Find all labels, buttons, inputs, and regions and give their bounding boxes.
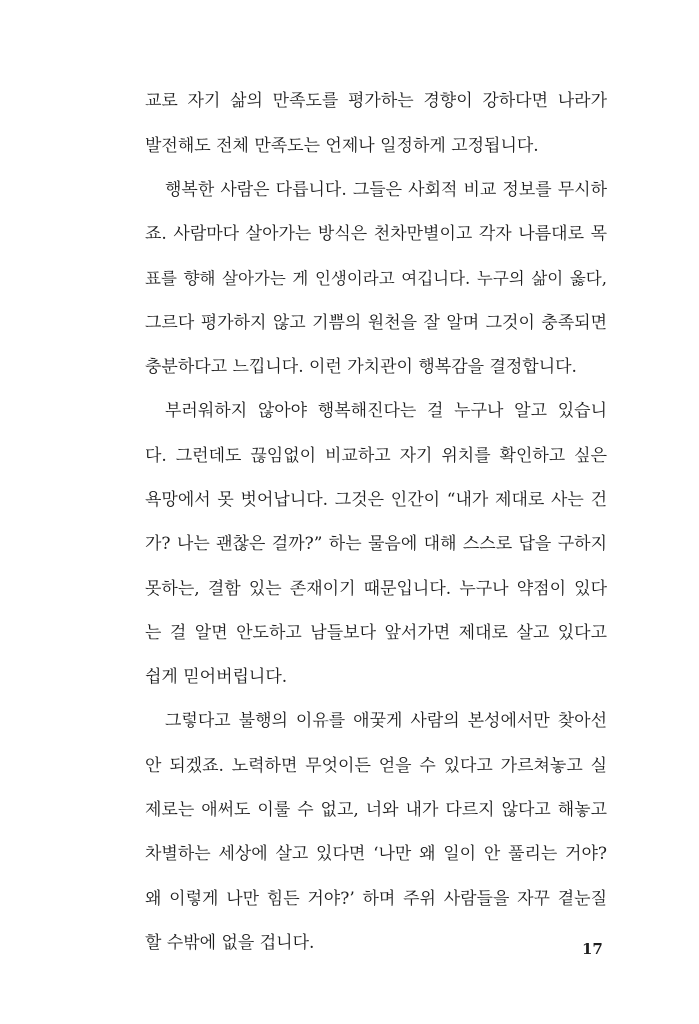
text-line: 제로는 애써도 이룰 수 없고, 너와 내가 다르지 않다고 해놓고 bbox=[145, 800, 607, 820]
text-line: 교로 자기 삶의 만족도를 평가하는 경향이 강하다면 나라가 bbox=[145, 91, 607, 111]
text-line: 행복한 사람은 다릅니다. 그들은 사회적 비교 정보를 무시하 bbox=[165, 180, 607, 200]
text-line: 욕망에서 못 벗어납니다. 그것은 인간이 “내가 제대로 사는 건 bbox=[145, 490, 607, 510]
text-line: 발전해도 전체 만족도는 언제나 일정하게 고정됩니다. bbox=[145, 136, 539, 156]
text-line: 그렇다고 불행의 이유를 애꿎게 사람의 본성에서만 찾아선 bbox=[165, 711, 607, 731]
text-line: 는 걸 알면 안도하고 남들보다 앞서가면 제대로 살고 있다고 bbox=[145, 623, 607, 643]
text-line: 죠. 사람마다 살아가는 방식은 천차만별이고 각자 나름대로 목 bbox=[145, 224, 607, 244]
text-line: 다. 그런데도 끊임없이 비교하고 자기 위치를 확인하고 싶은 bbox=[145, 446, 607, 466]
text-line: 쉽게 믿어버립니다. bbox=[145, 667, 288, 687]
text-line: 충분하다고 느낍니다. 이런 가치관이 행복감을 결정합니다. bbox=[145, 357, 577, 377]
text-line: 부러워하지 않아야 행복해진다는 걸 누구나 알고 있습니 bbox=[165, 401, 607, 421]
text-line: 가? 나는 괜찮은 걸까?” 하는 물음에 대해 스스로 답을 구하지 bbox=[145, 534, 607, 554]
text-line: 할 수밖에 없을 겁니다. bbox=[145, 933, 315, 953]
text-line: 안 되겠죠. 노력하면 무엇이든 얻을 수 있다고 가르쳐놓고 실 bbox=[145, 756, 607, 776]
text-line: 그르다 평가하지 않고 기쁨의 원천을 잘 알며 그것이 충족되면 bbox=[145, 313, 607, 333]
text-line: 표를 향해 살아가는 게 인생이라고 여깁니다. 누구의 삶이 옳다, bbox=[145, 269, 607, 288]
text-line: 차별하는 세상에 살고 있다면 ‘나만 왜 일이 안 풀리는 거야? bbox=[145, 844, 607, 864]
page-number: 17 bbox=[582, 940, 603, 958]
text-line: 왜 이렇게 나만 힘든 거야?’ 하며 주위 사람들을 자꾸 곁눈질 bbox=[145, 889, 607, 909]
text-line: 못하는, 결함 있는 존재이기 때문입니다. 누구나 약점이 있다 bbox=[145, 579, 607, 599]
